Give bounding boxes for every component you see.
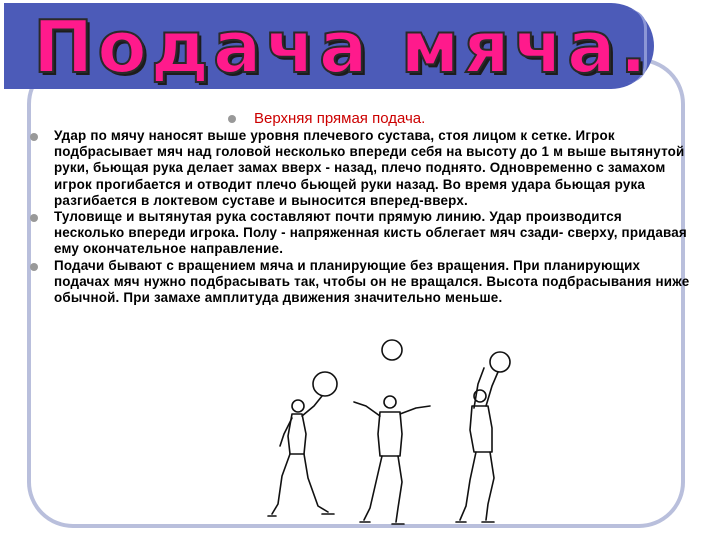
subtitle-row bbox=[228, 110, 425, 130]
player-figure-1 bbox=[268, 372, 337, 516]
ball-icon bbox=[313, 372, 337, 396]
ball-icon bbox=[490, 352, 510, 372]
bullet-icon bbox=[30, 263, 38, 271]
bullet-text: Туловище и вытянутая рука составляют почти прямую линию. Удар производится несколько впереди игрока. Полу - напряженная кисть облегает мяч сзади- сверху, придавая ему окончательное направление. bbox=[54, 209, 687, 257]
bullet-list bbox=[30, 128, 690, 306]
bullet-item bbox=[30, 128, 690, 209]
bullet-icon bbox=[228, 115, 236, 123]
bullet-item bbox=[30, 258, 690, 307]
volleyball-serve-illustration bbox=[230, 336, 530, 536]
slide-title: Подача мяча. bbox=[33, 5, 651, 89]
bullet-text: Удар по мячу наносят выше уровня плечевого сустава, стоя лицом к сетке. Игрок подбрасывает мяч над головой несколько впереди себя на высоту до 1 м выше вытянутой руки, бьющая рука делает замах вверх - назад, плечо поднято. Одновременно с замахом игрок прогибается и отводит плечо бьющей руки назад. Во время удара бьющая рука разгибается в локтевом суставе и выносится вперед-вверх. bbox=[54, 128, 685, 208]
bullet-item bbox=[30, 209, 690, 258]
bullet-icon bbox=[30, 133, 38, 141]
bullet-text: Подачи бывают с вращением мяча и планирующие без вращения. При планирующих подачах мяч нужно подбрасывать так, чтобы он не вращался. Высота подбрасывания ниже обычной. При замахе амплитуда движения значительно меньше. bbox=[54, 257, 690, 306]
slide-subtitle: Верхняя прямая подача. bbox=[254, 110, 426, 127]
player-figure-3 bbox=[456, 352, 510, 522]
ball-icon bbox=[382, 340, 402, 360]
bullet-icon bbox=[30, 214, 38, 222]
player-figure-2 bbox=[354, 340, 430, 524]
